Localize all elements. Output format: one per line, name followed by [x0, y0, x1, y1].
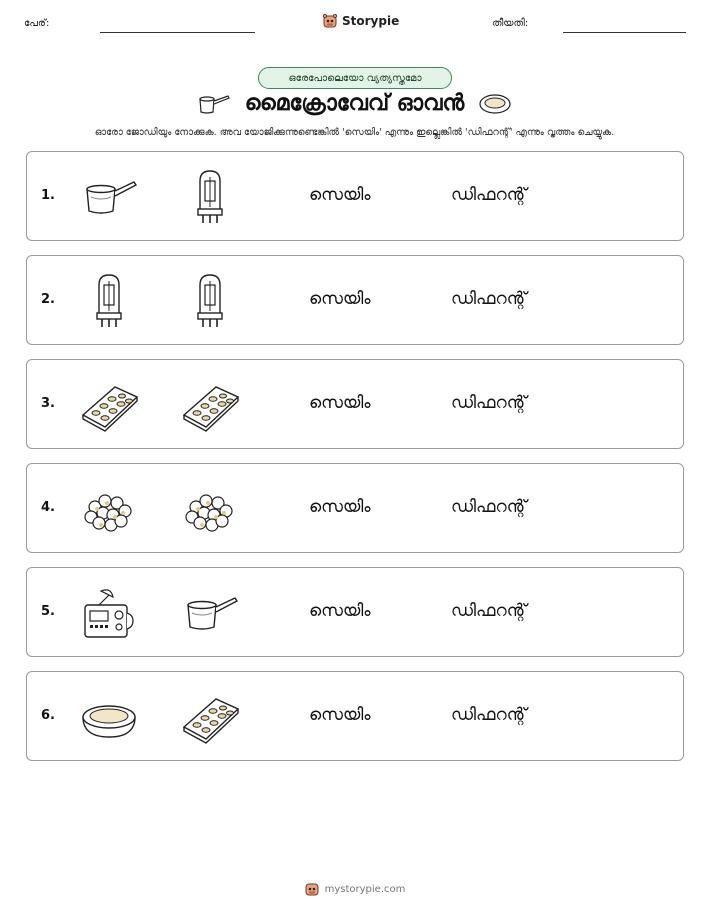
ice-tray-icon [180, 687, 240, 747]
popcorn-icon [180, 479, 240, 539]
same-option[interactable]: സെയിം [309, 497, 371, 517]
question-card-1 [26, 151, 684, 241]
same-option[interactable]: സെയിം [309, 705, 371, 725]
ice-tray-icon [180, 375, 240, 435]
date-label: തീയതി: [492, 18, 529, 29]
date-line [563, 32, 686, 33]
mascot-icon [304, 881, 320, 897]
question-card-2 [26, 255, 684, 345]
question-number: 2. [41, 292, 55, 307]
question-card-6 [26, 671, 684, 761]
question-number: 5. [41, 604, 55, 619]
same-option[interactable]: സെയിം [309, 393, 371, 413]
vacuum-tube-icon [180, 167, 240, 227]
saucepan-icon [79, 167, 139, 227]
question-card-5 [26, 567, 684, 657]
worksheet-type-badge: ഒരേപോലെയോ വ്യത്യസ്തമോ [258, 67, 452, 89]
same-option[interactable]: സെയിം [309, 289, 371, 309]
question-card-4 [26, 463, 684, 553]
different-option[interactable]: ഡിഫറന്റ് [451, 601, 527, 621]
different-option[interactable]: ഡിഫറന്റ് [451, 289, 527, 309]
question-number: 3. [41, 396, 55, 411]
popcorn-icon [79, 479, 139, 539]
saucepan-icon [197, 92, 231, 116]
same-option[interactable]: സെയിം [309, 185, 371, 205]
question-number: 6. [41, 708, 55, 723]
different-option[interactable]: ഡിഫറന്റ് [451, 705, 527, 725]
vacuum-tube-icon [79, 271, 139, 331]
brand-name: Storypie [342, 14, 400, 28]
question-number: 4. [41, 500, 55, 515]
brand-logo [322, 13, 399, 29]
different-option[interactable]: ഡിഫറന്റ് [451, 497, 527, 517]
page-title: മൈക്രോവേവ് ഓവൻ [244, 91, 465, 116]
same-option[interactable]: സെയിം [309, 601, 371, 621]
radio-icon [79, 583, 139, 643]
instructions: ഓരോ ജോഡിയും നോക്കുക. അവ യോജിക്കുന്നുണ്ടെങ്കിൽ 'സെയിം' എന്നും ഇല്ലെങ്കിൽ 'ഡിഫറന്റ്' എന്നും വൃത്തം ചെയ്യുക. [94, 127, 615, 138]
question-card-3 [26, 359, 684, 449]
footer [0, 881, 709, 897]
name-line [100, 32, 255, 33]
different-option[interactable]: ഡിഫറന്റ് [451, 393, 527, 413]
ice-tray-icon [79, 375, 139, 435]
saucepan-icon [180, 583, 240, 643]
bowl-icon [79, 687, 139, 747]
vacuum-tube-icon [180, 271, 240, 331]
different-option[interactable]: ഡിഫറന്റ് [451, 185, 527, 205]
question-number: 1. [41, 188, 55, 203]
footer-site-link[interactable]: mystorypie.com [324, 883, 406, 895]
mascot-icon [322, 13, 338, 29]
name-label: പേര്: [24, 18, 50, 29]
title-row [0, 91, 709, 116]
bowl-icon [478, 92, 512, 116]
